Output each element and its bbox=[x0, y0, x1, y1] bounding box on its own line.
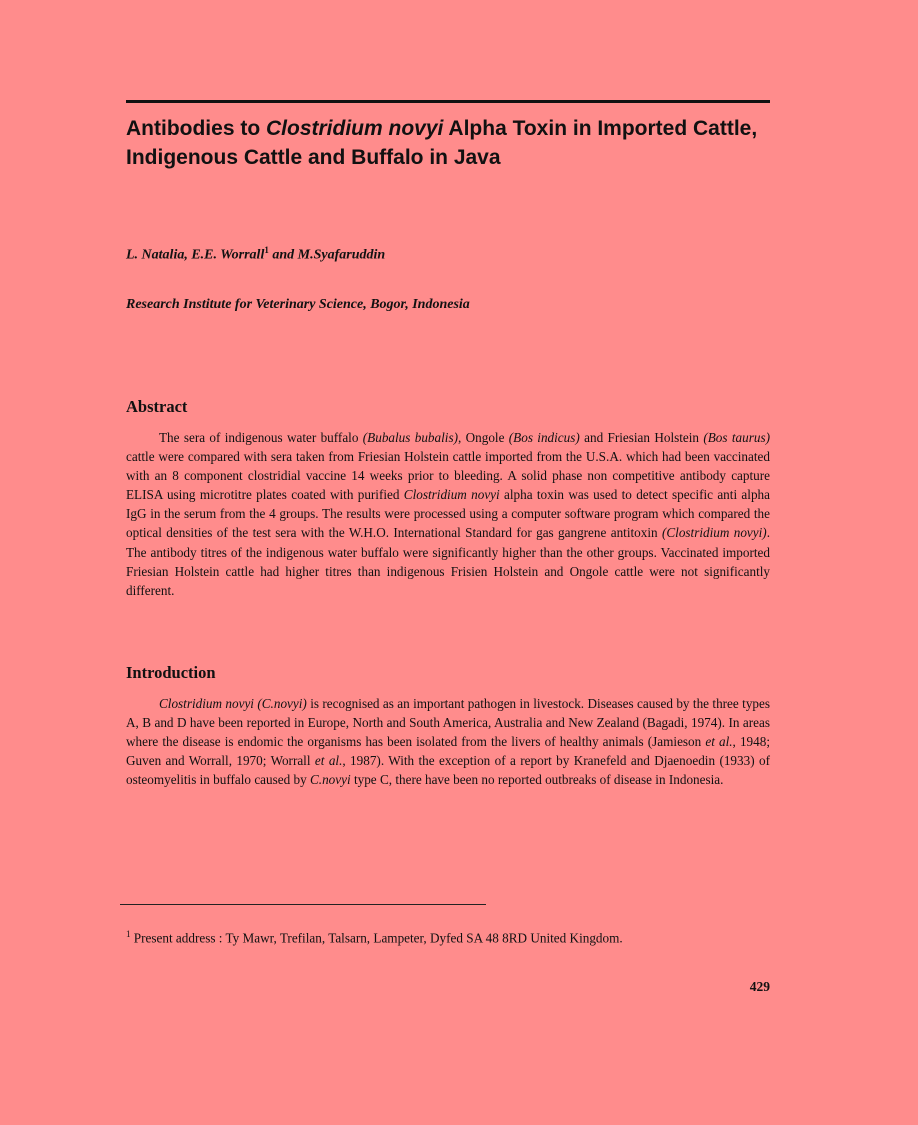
author-footnote-marker: 1 bbox=[264, 245, 269, 255]
introduction-text-segment: type C, there have been no reported outbreaks of disease in Indonesia. bbox=[350, 772, 724, 788]
introduction-text-segment: et al. bbox=[314, 753, 343, 769]
abstract-text-segment: , Ongole bbox=[457, 430, 509, 445]
introduction-paragraph bbox=[126, 694, 770, 789]
abstract-text-segment: (Bubalus bubalis) bbox=[362, 430, 458, 445]
footnote bbox=[126, 925, 623, 947]
abstract-text-segment: . The antibody titres of the indigenous water buffalo were significantly higher than the other groups. Vaccinated imported Friesian Holstein cattle had higher titres than indigenous Frisien Holstein and Ongole cattle were not significantly different. bbox=[126, 525, 770, 598]
page-number: 429 bbox=[749, 979, 770, 994]
abstract-text-segment: Clostridium novyi bbox=[403, 487, 500, 503]
introduction-text-segment: , 1987). With the exception of a report by Kranefeld and Djaenoedin (1933) of osteomyelitis in buffalo caused by bbox=[126, 753, 770, 788]
title-rule bbox=[126, 100, 770, 103]
title-part-after: Alpha Toxin in Imported Cattle, Indigenous Cattle and Buffalo in Java bbox=[126, 117, 758, 169]
affiliation: Research Institute for Veterinary Science, Bogor, Indonesia bbox=[126, 297, 470, 312]
abstract-text-segment: The sera of indigenous water buffalo bbox=[159, 430, 363, 445]
paper-title bbox=[126, 114, 786, 172]
abstract-text-segment: alpha toxin was used to detect specific anti alpha IgG in the serum from the 4 groups. The results were processed using a computer software program which compared the optical densities of the test sera with the W.H.O. International Standard for gas gangrene antitoxin bbox=[126, 487, 770, 541]
introduction-heading: Introduction bbox=[126, 663, 216, 682]
introduction-text-segment: Clostridium novyi (C.novyi) bbox=[159, 696, 307, 711]
title-species: Clostridium novyi bbox=[266, 117, 444, 140]
abstract-text-segment: cattle were compared with sera taken from Friesian Holstein cattle imported from the U.S.A. which had been vaccinated with an 8 component clostridial vaccine 14 weeks prior to bleeding. A solid phase non competitive antibody capture ELISA using microtitre plates coated with purified bbox=[126, 449, 770, 503]
title-part-before: Antibodies to bbox=[126, 117, 266, 140]
abstract-text-segment: and Friesian Holstein bbox=[579, 430, 704, 445]
footnote-text: Present address : Ty Mawr, Trefilan, Talsarn, Lampeter, Dyfed SA 48 8RD United Kingdom. bbox=[130, 930, 623, 946]
abstract-text-segment: (Clostridium novyi) bbox=[661, 525, 767, 541]
footnote-marker: 1 bbox=[126, 929, 131, 939]
abstract-text-segment: (Bos taurus) bbox=[703, 430, 770, 445]
author-list bbox=[126, 240, 385, 266]
abstract-paragraph bbox=[126, 428, 770, 600]
abstract-heading: Abstract bbox=[126, 397, 188, 416]
author-names-last: and M.Syafaruddin bbox=[268, 247, 386, 263]
footnote-rule bbox=[120, 904, 486, 905]
introduction-text-segment: C.novyi bbox=[309, 772, 351, 788]
introduction-text-segment: is recognised as an important pathogen in livestock. Diseases caused by the three types A, B and D have been reported in Europe, North and South America, Australia and New Zealand (Bagadi, 1974). In areas where the disease is endomic the organisms has been isolated from the livers of healthy animals (Jamieson bbox=[126, 696, 770, 750]
introduction-text-segment: , 1948; Guven and Worrall, 1970; Worrall bbox=[126, 734, 770, 769]
abstract-text-segment: (Bos indicus) bbox=[508, 430, 580, 445]
introduction-text-segment: et al. bbox=[705, 734, 733, 750]
author-names-first: L. Natalia, E.E. Worrall bbox=[126, 247, 265, 263]
